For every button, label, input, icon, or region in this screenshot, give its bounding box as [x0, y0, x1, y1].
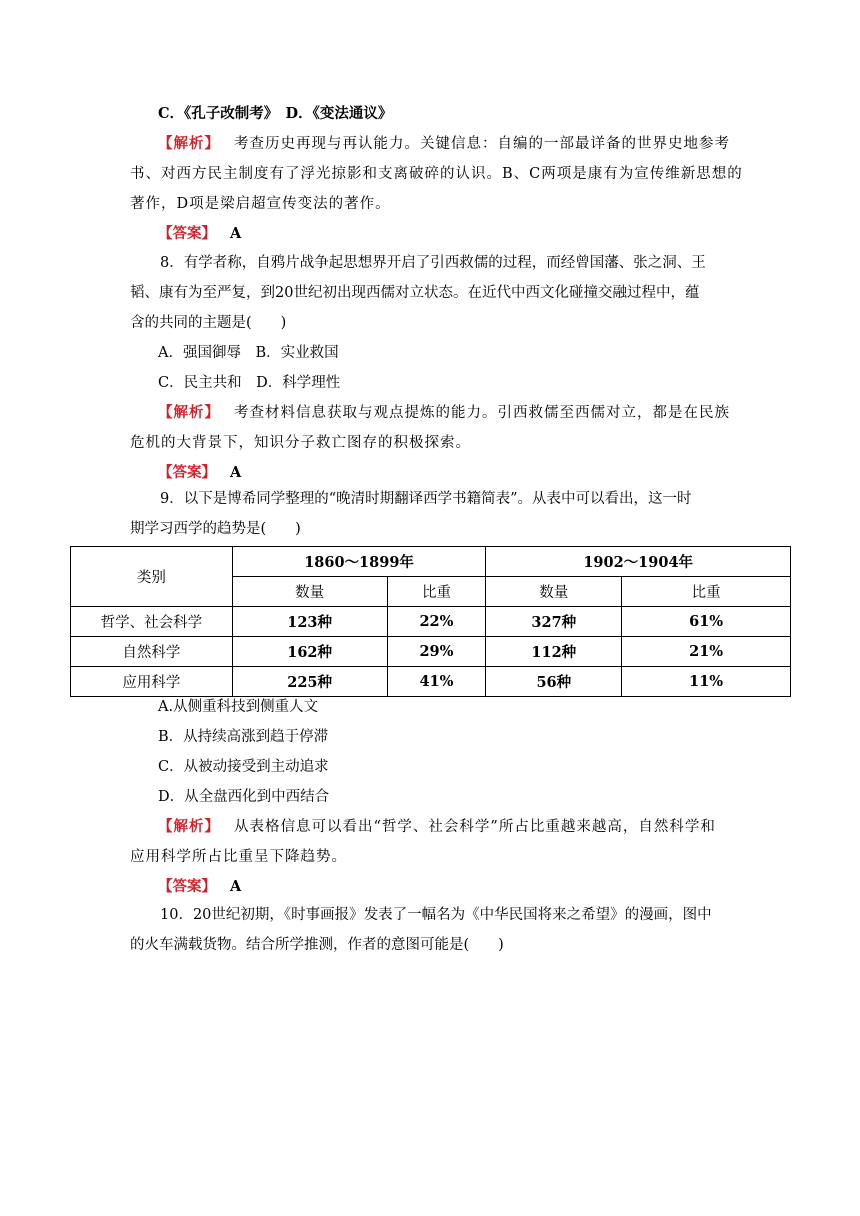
question-8-block — [130, 248, 732, 488]
table-cell: 112种 — [486, 637, 622, 667]
row-category: 应用科学 — [71, 667, 233, 697]
question-9-options-block — [130, 692, 732, 902]
q7-analysis-text-1: 考查历史再现与再认能力。关键信息：自编的一部最详备的世界史地参考 — [234, 136, 730, 152]
table-cell: 21% — [622, 637, 791, 667]
period-1-header: 1860～1899年 — [232, 547, 486, 577]
table-cell: 225种 — [232, 667, 387, 697]
row-category: 哲学、社会科学 — [71, 607, 233, 637]
q8-answer-tag: 【答案】 — [158, 464, 216, 481]
question-10-block — [130, 900, 732, 960]
table-cell: 29% — [387, 637, 486, 667]
q7-analysis-line-3: 著作，D项是梁启超宣传变法的著作。 — [130, 196, 391, 212]
question-9-block — [130, 484, 732, 544]
q9-analysis-text-1: 从表格信息可以看出“哲学、社会科学”所占比重越来越高，自然科学和 — [234, 819, 716, 835]
q9-answer-line — [130, 872, 732, 902]
q8-option-cd: C．民主共和 D．科学理性 — [158, 375, 341, 391]
table-cell: 123种 — [232, 607, 387, 637]
category-header: 类别 — [71, 547, 233, 607]
q7-analysis-tag: 【解析】 — [158, 135, 220, 152]
q7-analysis-line-2: 书、对西方民主制度有了浮光掠影和支离破碎的认识。B、C两项是康有为宣传维新思想的 — [130, 166, 743, 182]
table-cell: 11% — [622, 667, 791, 697]
q7-answer: A — [230, 225, 242, 242]
q7-analysis-line-1 — [130, 129, 732, 159]
sub-header-proportion-1: 比重 — [387, 577, 486, 607]
q9-option-d: D．从全盘西化到中西结合 — [158, 789, 330, 805]
q9-stem-line-2: 期学习西学的趋势是( ) — [130, 521, 301, 537]
translation-books-table — [70, 546, 791, 697]
q8-analysis-tag: 【解析】 — [158, 404, 220, 421]
q7-options-cd: C．《孔子改制考》 D．《变法通议》 — [158, 105, 393, 122]
q7-answer-line — [130, 219, 732, 249]
q9-option-c: C．从被动接受到主动追求 — [158, 759, 329, 775]
q8-answer: A — [230, 464, 242, 481]
table-cell: 162种 — [232, 637, 387, 667]
table-cell: 41% — [387, 667, 486, 697]
q10-stem-line-1: 10．20世纪初期，《时事画报》发表了一幅名为《中华民国将来之希望》的漫画，图中 — [160, 907, 712, 923]
q9-analysis-tag: 【解析】 — [158, 818, 220, 835]
q8-analysis-line-1 — [130, 398, 732, 428]
table-cell: 56种 — [486, 667, 622, 697]
sub-header-proportion-2: 比重 — [622, 577, 791, 607]
q9-answer-tag: 【答案】 — [158, 878, 216, 895]
question-7-block — [130, 99, 743, 249]
table-row — [71, 607, 791, 637]
q8-stem-line-3: 含的共同的主题是( ) — [130, 315, 287, 331]
q9-analysis-line-2: 应用科学所占比重呈下降趋势。 — [130, 849, 347, 865]
table-row — [71, 637, 791, 667]
row-category: 自然科学 — [71, 637, 233, 667]
q10-stem-line-2: 的火车满载货物。结合所学推测，作者的意图可能是( ) — [130, 937, 504, 953]
table-cell: 327种 — [486, 607, 622, 637]
q8-stem-line-1: 8．有学者称，自鸦片战争起思想界开启了引西救儒的过程，而经曾国藩、张之洞、王 — [160, 255, 706, 271]
sub-header-quantity-2: 数量 — [486, 577, 622, 607]
q9-answer: A — [230, 878, 242, 895]
q9-analysis-line-1 — [130, 812, 732, 842]
q8-analysis-line-2: 危机的大背景下，知识分子救亡图存的积极探索。 — [130, 435, 471, 451]
q8-stem-line-2: 韬、康有为至严复，到20世纪初出现西儒对立状态。在近代中西文化碰撞交融过程中，蕴 — [130, 285, 700, 301]
table-cell: 22% — [387, 607, 486, 637]
sub-header-quantity-1: 数量 — [232, 577, 387, 607]
q9-option-a: A.从侧重科技到侧重人文 — [158, 699, 319, 715]
q9-option-b: B．从持续高涨到趋于停滞 — [158, 729, 329, 745]
q8-option-ab: A．强国御辱 B．实业救国 — [158, 345, 339, 361]
q7-answer-tag: 【答案】 — [158, 225, 216, 242]
q9-stem-line-1: 9．以下是博希同学整理的“晚清时期翻译西学书籍简表”。从表中可以看出，这一时 — [160, 491, 692, 507]
period-2-header: 1902～1904年 — [486, 547, 791, 577]
table-cell: 61% — [622, 607, 791, 637]
q8-analysis-text-1: 考查材料信息获取与观点提炼的能力。引西救儒至西儒对立，都是在民族 — [234, 405, 730, 421]
